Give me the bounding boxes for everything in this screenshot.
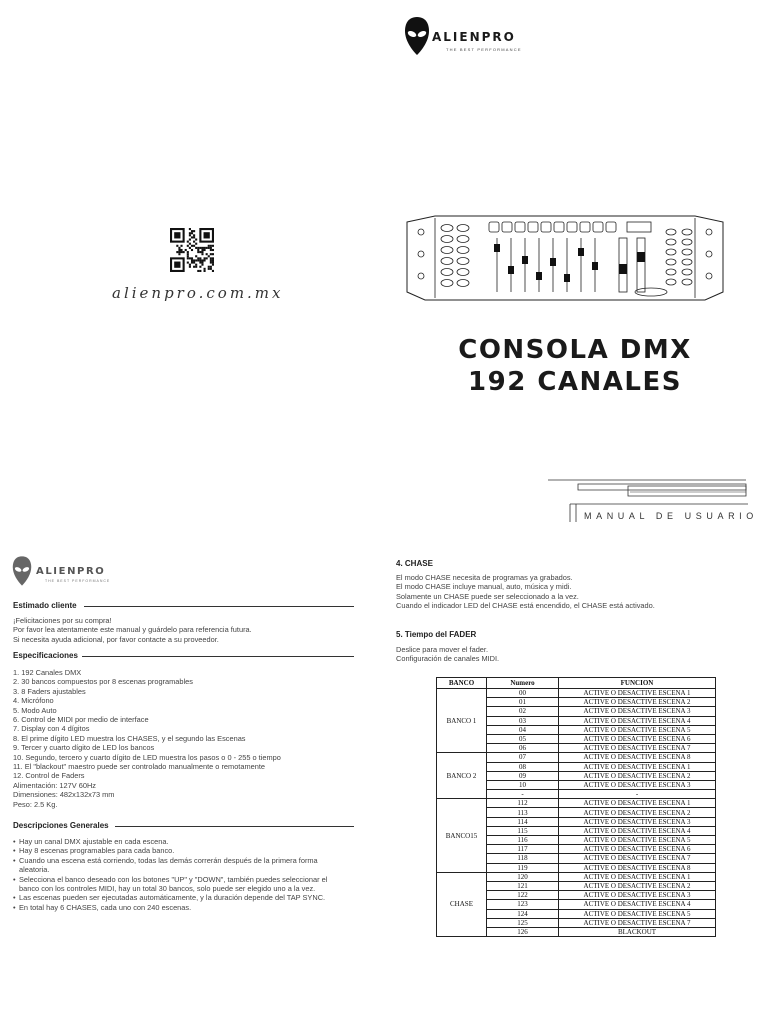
brand-wordmark: ALIENPRO: [36, 566, 106, 577]
brand-logo: [404, 16, 544, 58]
welcome-line: ¡Felicitaciones por su compra!: [13, 616, 112, 625]
section-rule: [82, 656, 354, 657]
number-cell: -: [487, 790, 559, 799]
table-row: [437, 799, 716, 808]
table-header-function: FUNCION: [559, 678, 716, 689]
bank-cell: BANCO15: [437, 799, 487, 873]
alien-head-icon: [404, 16, 430, 56]
welcome-line: Por favor lea atentamente este manual y guárdelo para referencia futura.: [13, 625, 252, 635]
number-cell: 121: [487, 881, 559, 890]
number-cell: 03: [487, 716, 559, 725]
number-cell: 118: [487, 854, 559, 863]
number-cell: 116: [487, 836, 559, 845]
bullet-item: • En total hay 6 CHASES, cada uno con 240 escenas.: [13, 903, 343, 912]
number-cell: 01: [487, 698, 559, 707]
function-cell: ACTIVE O DESACTIVE ESCENA 5: [559, 725, 716, 734]
number-cell: 125: [487, 918, 559, 927]
number-cell: 119: [487, 863, 559, 872]
spec-item: 3. 8 Faders ajustables: [13, 686, 86, 696]
table-row: [437, 753, 716, 762]
number-cell: 117: [487, 845, 559, 854]
number-cell: 115: [487, 826, 559, 835]
website-url: alienpro.com.mx: [112, 284, 284, 302]
function-cell: -: [559, 790, 716, 799]
bullet-item: • Hay 8 escenas programables para cada banco.: [13, 846, 343, 855]
fader-line: Configuración de canales MIDI.: [396, 654, 500, 664]
chase-line: El modo CHASE necesita de programas ya grabados.: [396, 573, 573, 582]
function-cell: ACTIVE O DESACTIVE ESCENA 2: [559, 698, 716, 707]
table-row: [437, 872, 716, 881]
function-cell: ACTIVE O DESACTIVE ESCENA 4: [559, 900, 716, 909]
chase-line: Cuando el indicador LED del CHASE está encendido, el CHASE está activado.: [396, 601, 655, 611]
number-cell: 09: [487, 771, 559, 780]
welcome-line: Si necesita ayuda adicional, por favor contacte a su proveedor.: [13, 634, 219, 644]
alien-head-icon: [12, 555, 32, 587]
number-cell: 02: [487, 707, 559, 716]
brand-wordmark: ALIENPRO: [432, 30, 516, 44]
spec-item: Peso: 2.5 Kg.: [13, 799, 58, 809]
section-rule: [84, 606, 354, 607]
dmx-console-illustration: [405, 214, 725, 306]
number-cell: 126: [487, 927, 559, 936]
number-cell: 123: [487, 900, 559, 909]
section-rule: [115, 826, 354, 827]
spec-item: Alimentación: 127V 60Hz: [13, 780, 96, 790]
spec-item: 4. Micrófono: [13, 696, 54, 706]
function-cell: ACTIVE O DESACTIVE ESCENA 2: [559, 771, 716, 780]
specs-list: [13, 668, 353, 809]
bank-cell: BANCO 1: [437, 689, 487, 753]
number-cell: 120: [487, 872, 559, 881]
cover-title-line1: CONSOLA DMX: [458, 335, 692, 365]
table-row: [437, 689, 716, 698]
manual-label: MANUAL DE USUARIO: [584, 511, 758, 521]
bullet-item: • Las escenas pueden ser ejecutadas automáticamente, y la duración depende del TAP SYNC.: [13, 893, 343, 902]
general-bullets: [13, 837, 343, 912]
function-cell: ACTIVE O DESACTIVE ESCENA 6: [559, 845, 716, 854]
specs-heading: Especificaciones: [13, 651, 78, 660]
brand-tagline: THE BEST PERFORMANCE: [45, 579, 111, 583]
bullet-item: • Cuando una escena está corriendo, todas las demás correrán después de la primera forma aleatoria.: [13, 856, 343, 875]
number-cell: 05: [487, 734, 559, 743]
table-header-number: Numero: [487, 678, 559, 689]
function-cell: ACTIVE O DESACTIVE ESCENA 1: [559, 872, 716, 881]
function-cell: BLACKOUT: [559, 927, 716, 936]
fader-line: Deslice para mover el fader.: [396, 645, 489, 654]
chase-text: [396, 573, 736, 611]
number-cell: 112: [487, 799, 559, 808]
cover-title: [430, 334, 720, 398]
spec-item: Dimensiones: 482x132x73 mm: [13, 790, 115, 800]
bullet-item: • Hay un canal DMX ajustable en cada escena.: [13, 837, 343, 846]
function-cell: ACTIVE O DESACTIVE ESCENA 2: [559, 881, 716, 890]
function-cell: ACTIVE O DESACTIVE ESCENA 7: [559, 854, 716, 863]
qr-code-icon: [170, 228, 214, 272]
spec-item: 5. Modo Auto: [13, 705, 57, 715]
function-cell: ACTIVE O DESACTIVE ESCENA 2: [559, 808, 716, 817]
welcome-text: [13, 616, 353, 644]
spec-item: 11. El "blackout" maestro puede ser controlado manualmente o remotamente: [13, 762, 266, 772]
function-cell: ACTIVE O DESACTIVE ESCENA 1: [559, 799, 716, 808]
spec-item: 7. Display con 4 dígitos: [13, 724, 90, 734]
chase-line: El modo CHASE incluye manual, auto, música y midi.: [396, 582, 572, 592]
number-cell: 124: [487, 909, 559, 918]
function-cell: ACTIVE O DESACTIVE ESCENA 1: [559, 689, 716, 698]
function-cell: ACTIVE O DESACTIVE ESCENA 4: [559, 826, 716, 835]
function-cell: ACTIVE O DESACTIVE ESCENA 5: [559, 909, 716, 918]
number-cell: 00: [487, 689, 559, 698]
spec-item: 1. 192 Canales DMX: [13, 668, 82, 677]
function-cell: ACTIVE O DESACTIVE ESCENA 6: [559, 734, 716, 743]
number-cell: 122: [487, 891, 559, 900]
fader-heading: 5. Tiempo del FADER: [396, 630, 477, 639]
spec-item: 2. 30 bancos compuestos por 8 escenas programables: [13, 677, 193, 687]
number-cell: 06: [487, 744, 559, 753]
spec-item: 9. Tercer y cuarto dígito de LED los bancos: [13, 743, 155, 753]
fader-text: [396, 645, 736, 664]
midi-function-table: [436, 677, 716, 937]
general-heading: Descripciones Generales: [13, 821, 109, 830]
brand-tagline: THE BEST PERFORMANCE: [446, 47, 522, 52]
function-cell: ACTIVE O DESACTIVE ESCENA 3: [559, 707, 716, 716]
function-cell: ACTIVE O DESACTIVE ESCENA 8: [559, 753, 716, 762]
function-cell: ACTIVE O DESACTIVE ESCENA 8: [559, 863, 716, 872]
function-cell: ACTIVE O DESACTIVE ESCENA 7: [559, 918, 716, 927]
cover-title-line2: 192 CANALES: [468, 367, 682, 397]
number-cell: 10: [487, 780, 559, 789]
function-cell: ACTIVE O DESACTIVE ESCENA 1: [559, 762, 716, 771]
function-cell: ACTIVE O DESACTIVE ESCENA 4: [559, 716, 716, 725]
spec-item: 10. Segundo, tercero y cuarto dígito de LED muestra los pasos o 0 - 255 o tiempo: [13, 752, 281, 762]
bank-cell: CHASE: [437, 872, 487, 936]
welcome-heading: Estimado cliente: [13, 601, 77, 610]
spec-item: 12. Control de Faders: [13, 771, 85, 781]
number-cell: 08: [487, 762, 559, 771]
spec-item: 6. Control de MIDI por medio de interface: [13, 715, 149, 725]
chase-line: Solamente un CHASE puede ser seleccionado a la vez.: [396, 591, 579, 601]
number-cell: 04: [487, 725, 559, 734]
number-cell: 114: [487, 817, 559, 826]
spec-item: 8. El prime dígito LED muestra los CHASES, y el segundo las Escenas: [13, 733, 246, 743]
brand-logo-small: [12, 555, 132, 589]
function-cell: ACTIVE O DESACTIVE ESCENA 3: [559, 891, 716, 900]
function-cell: ACTIVE O DESACTIVE ESCENA 7: [559, 744, 716, 753]
chase-heading: 4. CHASE: [396, 559, 433, 568]
table-header-bank: BANCO: [437, 678, 487, 689]
bank-cell: BANCO 2: [437, 753, 487, 799]
number-cell: 07: [487, 753, 559, 762]
number-cell: 113: [487, 808, 559, 817]
function-cell: ACTIVE O DESACTIVE ESCENA 3: [559, 817, 716, 826]
function-cell: ACTIVE O DESACTIVE ESCENA 5: [559, 836, 716, 845]
bullet-item: • Selecciona el banco deseado con los botones "UP" y "DOWN", también puedes seleccionar el banco con los controles MIDI, hay un total 30 bancos, solo puede ser elegido uno a la vez.: [13, 875, 343, 894]
function-cell: ACTIVE O DESACTIVE ESCENA 3: [559, 780, 716, 789]
